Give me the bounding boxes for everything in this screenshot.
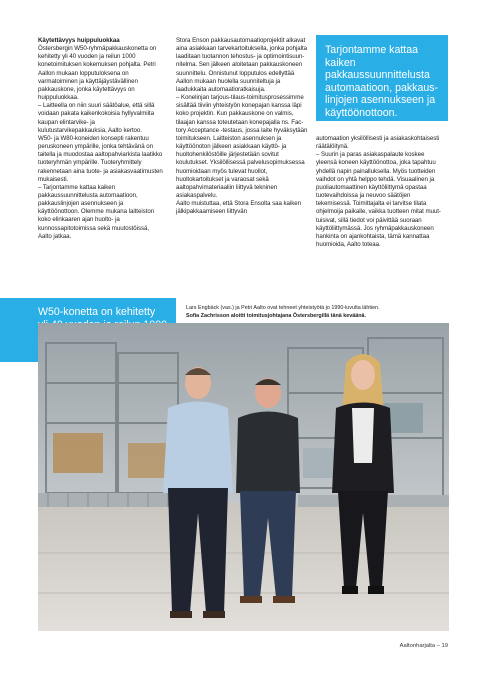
paragraph: – Konelinjan tarjous-tilaus-toimitusprosessimme sisältää tiiviin yhteistyön konepajan kanssa läpi koko projektin. Kun pakkauskone on valmis, tilaajan kanssa toteutetaan konepajalla ns. Factory Acceptance -testaus, jossa laite hyväksytään toimitukseen. Laitteiston asennuksen ja käyttöönoton jälkeen asiakkaan käyttö- ja huoltohenkilöstöille järjestetään sovitut koulutukset. Yksilöllisessä palvelusopimuksessa huomioidaan myös tulevat huollot, huoltokartoitukset ja varaosat sekä aaltopahvimateriaaliin liittyvä tekninen asiakaspalvelu. xyxy=(176,94,308,199)
paragraph: Östersbergin W50-ryhmäpakkauskonetta on kehitetty yli 40 vuoden ja reilun 1000 konetoimituksen kokemuksen pohjalta. Petri Aallon mukaan lopputuloksena on varmatoiminen ja käyttäjäystävällinen pakkauskone, jonka käytettävyys on huippuluokkaa. xyxy=(38,45,157,102)
article-column-2 xyxy=(176,37,308,216)
paragraph: automaation yksilöllisesti ja asiakaskohtaisesti räätälöitynä. xyxy=(316,135,440,151)
page-footer: Aaltonharjalta – 19 xyxy=(399,643,448,649)
pull-quote-left: W50-konetta on kehitetty xyxy=(0,298,176,362)
factory-photo xyxy=(38,323,449,631)
section-heading: Käytettävyys huippuluokkaa xyxy=(38,37,120,44)
pull-quote-top: Tarjontamme kattaa kaiken pakkaussuunnittelusta automaatioon, pakkauslinjojen asennukseen ja käyttöönottoon. xyxy=(316,35,448,121)
paragraph: – Suurin ja paras asiakaspalaute koskee yleensä koneen käyttöönottoa, joka tapahtuu yhdellä napin painalluksella. Myös tuotteiden vaihdot on yhtä helppo tehdä. Visuaalinen ja puoliautomaattinen käyttöliittymä opastaa tuotevaihdoissa ja neuvoo säätöjen tekemisessä. Toimittajalta ei tarvitse tilata ohjelmoija paikalle, vaikka tuotteen mitat muuttuisivat, sillä tiedot voi päivittää suoraan käyttöliittymässä. Jos ryhmäpakkauskoneen hankinta on ajankohtaista, tämä kannattaa huomioida, Aalto toteaa. xyxy=(316,151,441,249)
paragraph: W50- ja W80-koneiden konsepti rakentuu peruskoneen ympärille, jonka tehtävänä on taitella ja muodostaa aaltopahviarkista laatikko tuoteryhmän ympärille. Tuoteryhmittely rakennetaan aina tuote- ja asiakasvaatimusten mukaisesti. xyxy=(38,134,163,183)
paragraph: – Tarjontamme kattaa kaiken pakkaussuunnittelusta automaatioon, pakkauslinjojen asennukseen ja käyttöönottoon. Olemme mukana laitteiston koko elinkaaren ajan huolto- ja kunnossapitotoimissa sekä muutostöissä, Aalto jatkaa. xyxy=(38,183,155,240)
article-column-3 xyxy=(316,135,444,249)
factory-photo-illustration xyxy=(38,323,449,631)
article-column-1 xyxy=(38,37,164,241)
photo-caption xyxy=(186,305,448,320)
paragraph: – Laitteella on niin suuri säätöalue, että sillä voidaan pakata kaikenkokoisia hyllyvalmiita kaupan elintarvike- ja kulutustarvikepakkauksia, Aalto kertoo. xyxy=(38,102,155,134)
caption-line: Lars Engbäck (vas.) ja Petri Aalto ovat tehneet yhteistyötä jo 1990-luvulta lähtien. xyxy=(186,305,380,311)
paragraph: Aalto muistuttaa, että Stora Ensolta saa kaiken jälkipakkaamiseen liittyvän xyxy=(176,200,301,216)
caption-line-bold: Sofia Zachrisson aloitti toimitusjohtajana Östersbergillä tänä keväänä. xyxy=(186,312,367,319)
paragraph: Stora Enson pakkausautomaatioprojektit alkavat aina asiakkaan tarvekartoituksella, jonka pohjalta laaditaan tuotannon tehostus- ja optimointisuunnitelma. Sen jälkeen aloitetaan pakkauskoneen suunnittelu. Onnistunut lopputulos edellyttää Aallon mukaan huolella suunniteltuja ja laadukkaita automaatioratkaisuja. xyxy=(176,37,307,93)
